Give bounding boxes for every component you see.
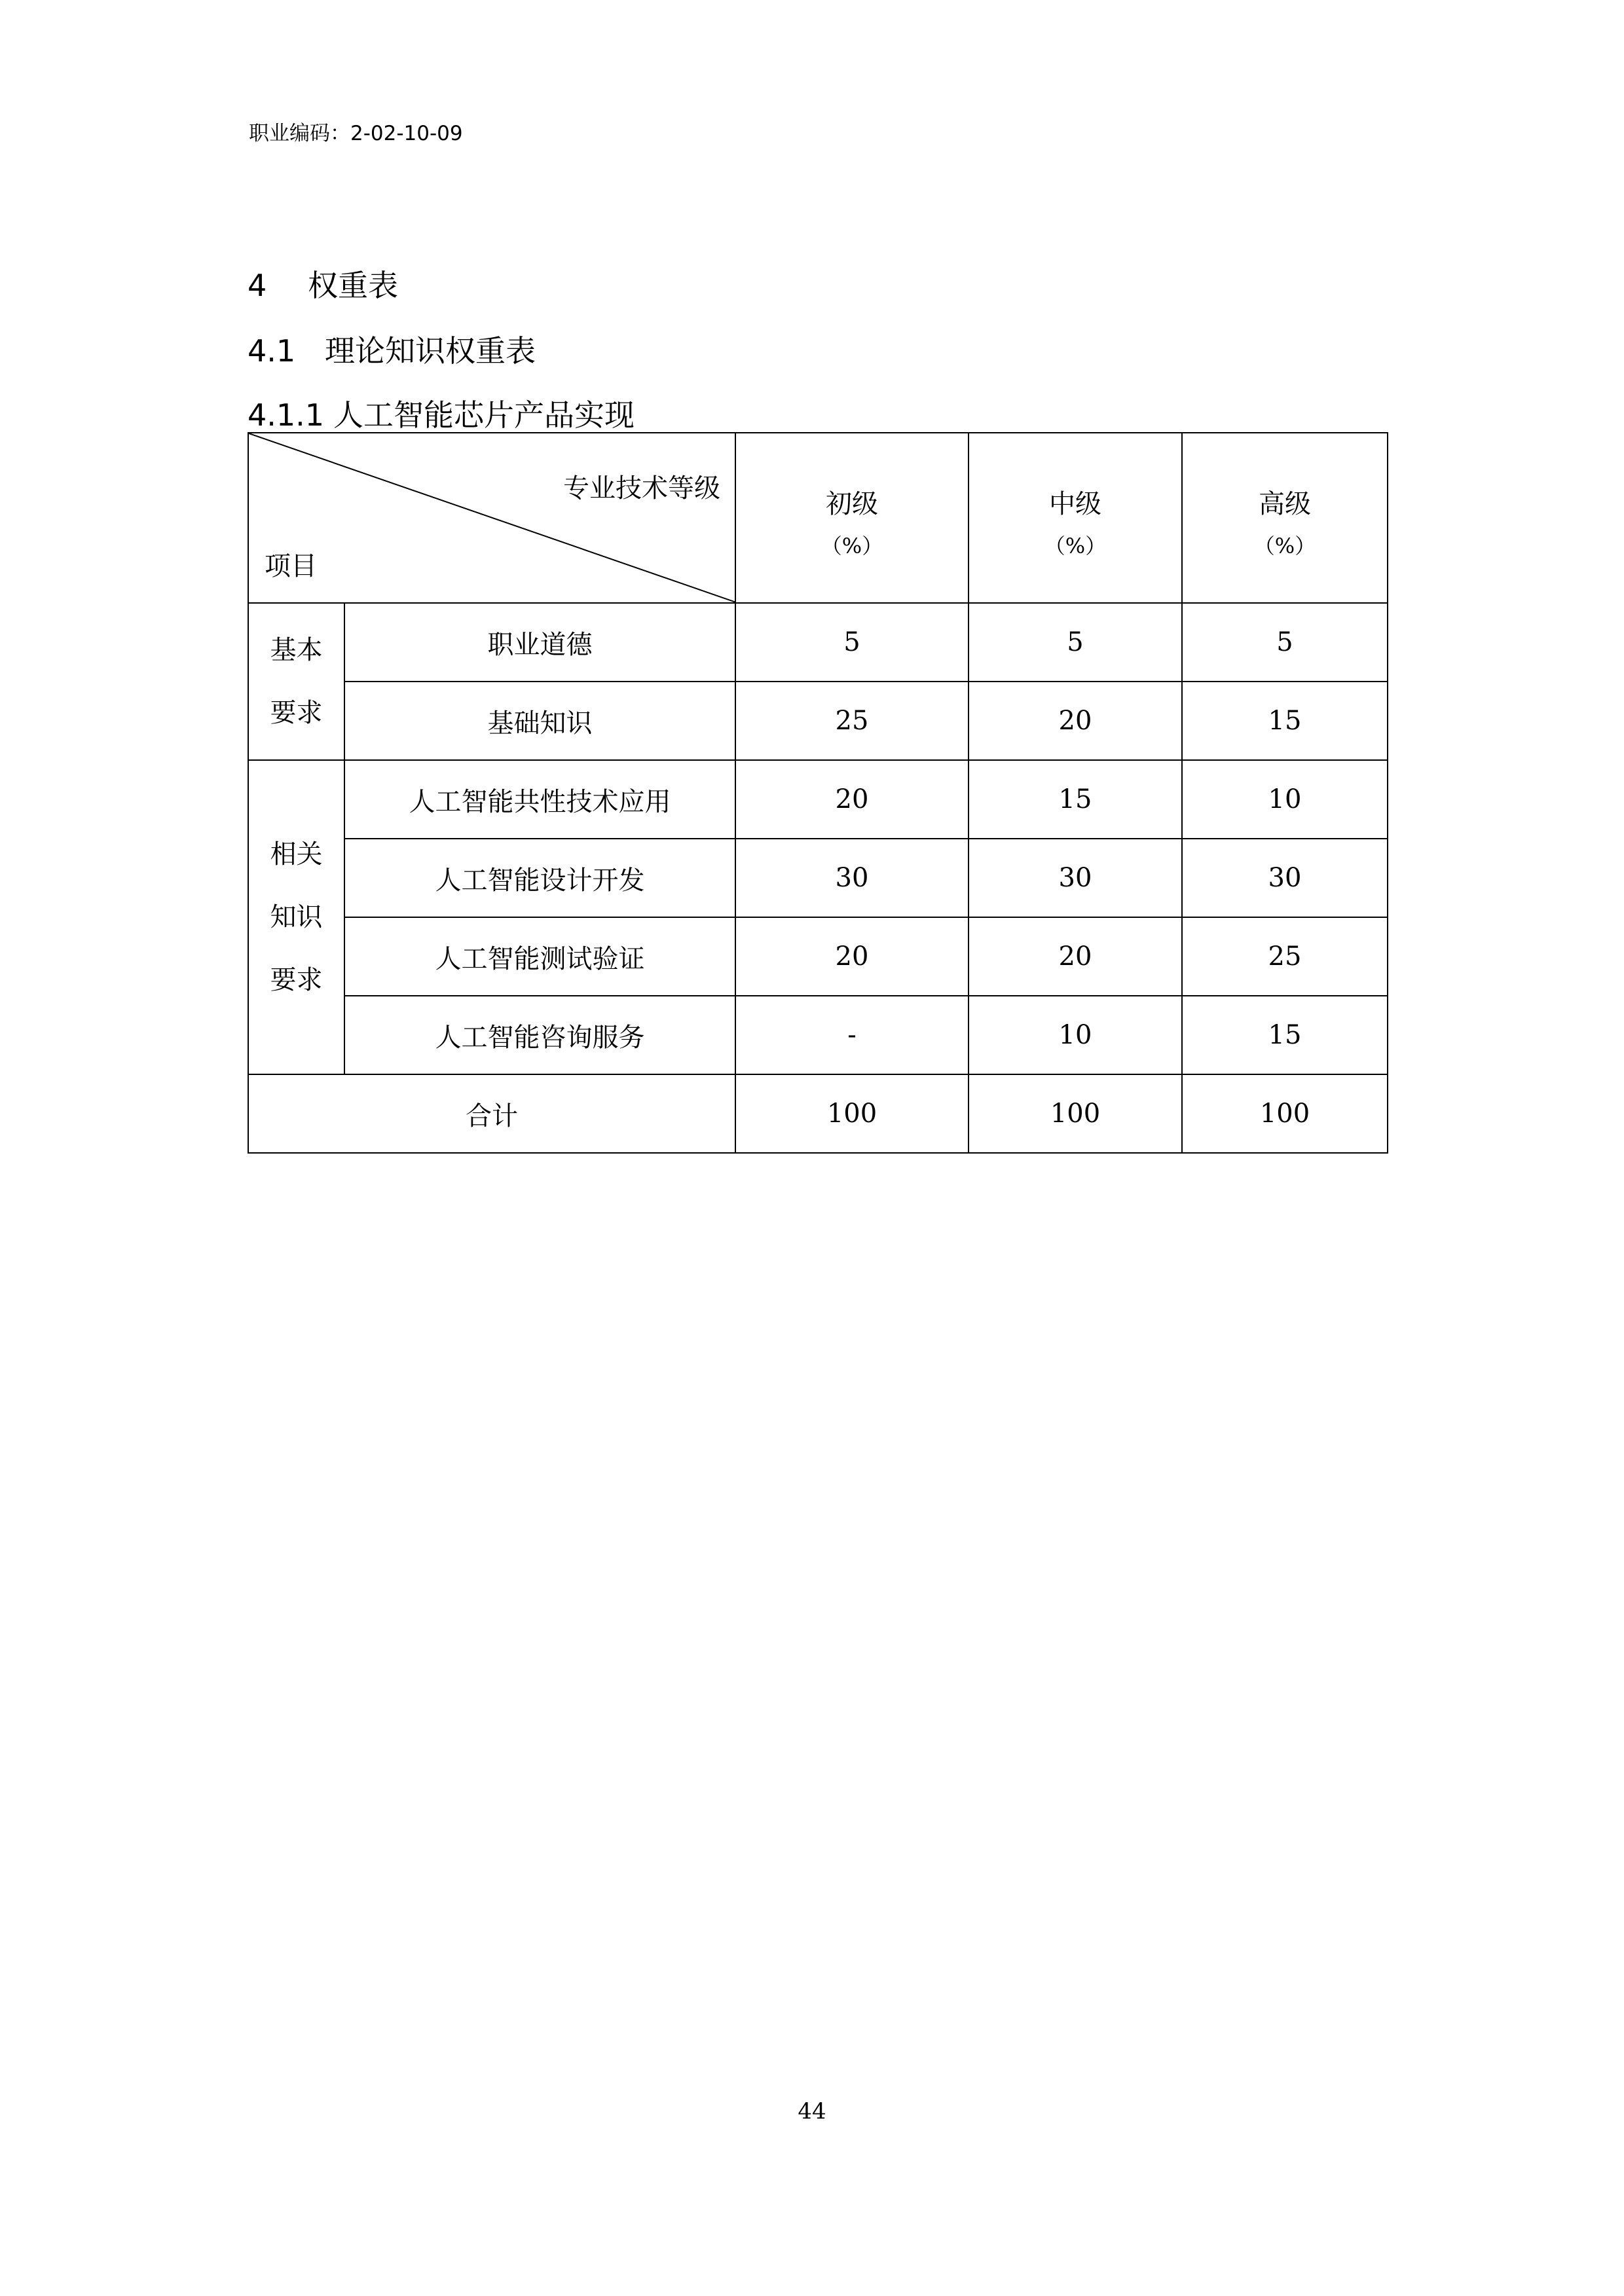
value-cell: 15 — [1182, 682, 1388, 760]
level-unit: （%） — [821, 533, 883, 558]
level-name: 中级 — [1049, 488, 1101, 519]
value-cell: 15 — [1182, 996, 1388, 1074]
level-unit: （%） — [1044, 533, 1107, 558]
corner-label-item: 项目 — [265, 551, 317, 581]
value-cell: 5 — [1182, 603, 1388, 682]
diagonal-line — [249, 433, 736, 602]
item-cell: 人工智能测试验证 — [344, 917, 735, 996]
group-label-related — [248, 760, 344, 1074]
table-row — [248, 839, 1388, 917]
weight-table — [248, 432, 1388, 1154]
level-name: 初级 — [826, 488, 878, 519]
page-number: 44 — [798, 2098, 826, 2124]
total-row — [248, 1074, 1388, 1153]
group-label-line: 相关 — [270, 839, 323, 869]
corner-label-grade: 专业技术等级 — [563, 473, 720, 503]
table-row — [248, 682, 1388, 760]
level-header — [969, 433, 1182, 603]
value-cell: 25 — [735, 682, 969, 760]
level-unit: （%） — [1253, 533, 1316, 558]
table-row — [248, 760, 1388, 839]
subsubsection-heading — [248, 392, 635, 435]
value-cell: 30 — [969, 839, 1182, 917]
item-cell: 人工智能咨询服务 — [344, 996, 735, 1074]
total-value: 100 — [735, 1074, 969, 1153]
section-number: 4 — [248, 268, 267, 303]
subsubsection-title: 人工智能芯片产品实现 — [333, 397, 635, 433]
total-value: 100 — [969, 1074, 1182, 1153]
section-title: 权重表 — [308, 268, 398, 303]
value-cell: 30 — [1182, 839, 1388, 917]
subsection-heading — [248, 327, 536, 371]
group-label-line: 要求 — [270, 698, 323, 728]
value-cell: 20 — [969, 917, 1182, 996]
subsection-number: 4.1 — [248, 333, 296, 369]
group-label-line: 基本 — [270, 635, 323, 665]
total-value: 100 — [1182, 1074, 1388, 1153]
subsection-title: 理论知识权重表 — [325, 333, 536, 369]
value-cell: 5 — [969, 603, 1182, 682]
section-heading — [248, 262, 398, 305]
item-cell: 职业道德 — [344, 603, 735, 682]
occupation-code: 职业编码：2-02-10-09 — [249, 122, 463, 145]
level-header — [1182, 433, 1388, 603]
diagonal-header-cell — [248, 433, 735, 603]
group-label-line: 要求 — [270, 965, 323, 995]
group-label-line: 知识 — [270, 902, 323, 932]
item-cell: 基础知识 — [344, 682, 735, 760]
group-label-basic — [248, 603, 344, 760]
value-cell: 15 — [969, 760, 1182, 839]
level-name: 高级 — [1259, 488, 1311, 519]
value-cell: - — [735, 996, 969, 1074]
value-cell: 25 — [1182, 917, 1388, 996]
subsubsection-number: 4.1.1 — [248, 397, 325, 433]
value-cell: 20 — [735, 917, 969, 996]
table-row — [248, 996, 1388, 1074]
level-header — [735, 433, 969, 603]
item-cell: 人工智能设计开发 — [344, 839, 735, 917]
value-cell: 20 — [735, 760, 969, 839]
item-cell: 人工智能共性技术应用 — [344, 760, 735, 839]
table-row — [248, 603, 1388, 682]
value-cell: 10 — [969, 996, 1182, 1074]
value-cell: 20 — [969, 682, 1182, 760]
value-cell: 30 — [735, 839, 969, 917]
total-label: 合计 — [248, 1074, 735, 1153]
table-row — [248, 917, 1388, 996]
table-header-row — [248, 433, 1388, 603]
value-cell: 5 — [735, 603, 969, 682]
value-cell: 10 — [1182, 760, 1388, 839]
